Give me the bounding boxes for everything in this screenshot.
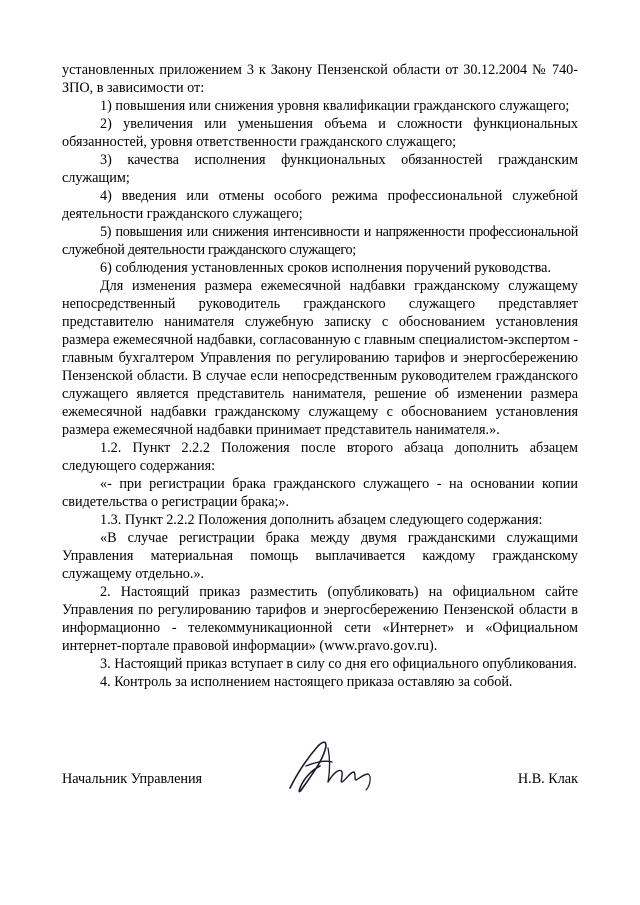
document-body	[62, 61, 578, 691]
list-item-3: 3) качества исполнения функциональных обязанностей гражданским служащим;	[62, 152, 578, 186]
paragraph-intro: установленных приложением 3 к Закону Пензенской области от 30.12.2004 № 740-ЗПО, в зависимости от:	[62, 62, 578, 96]
paragraph-change-procedure: Для изменения размера ежемесячной надбавки гражданскому служащему непосредственный руководитель гражданского служащего представляет представителю нанимателя служебную записку с обоснованием установления размера ежемесячной надбавки, согласованную с главным специалистом-экспертом - главным бухгалтером Управления по регулированию тарифов и энергосбережению Пензенской области. В случае если непосредственным руководителем гражданского служащего является представитель нанимателя, решение об изменении размера ежемесячной надбавки гражданскому служащему с обоснованием установления размера ежемесячной надбавки принимает представитель нанимателя.».	[62, 278, 578, 438]
handwritten-signature-icon	[270, 736, 390, 800]
paragraph-1-2: 1.2. Пункт 2.2.2 Положения после второго абзаца дополнить абзацем следующего содержания:	[62, 440, 578, 474]
list-item-2: 2) увеличения или уменьшения объема и сложности функциональных обязанностей, уровня ответственности гражданского служащего;	[62, 116, 578, 150]
signatory-position: Начальник Управления	[62, 771, 203, 787]
list-item-4: 4) введения или отмены особого режима профессиональной служебной деятельности гражданского служащего;	[62, 188, 578, 222]
list-item-6: 6) соблюдения установленных сроков исполнения поручений руководства.	[100, 260, 552, 276]
paragraph-1-3: 1.3. Пункт 2.2.2 Положения дополнить абзацем следующего содержания:	[100, 512, 543, 528]
paragraph-2: 2. Настоящий приказ разместить (опубликовать) на официальном сайте Управления по регулированию тарифов и энергосбережению Пензенской области в информационно - телекоммуникационной сети «Интернет» и «Официальном интернет-портале правовой информации» (www.pravo.gov.ru).	[62, 584, 578, 654]
list-item-1: 1) повышения или снижения уровня квалификации гражданского служащего;	[100, 98, 570, 114]
paragraph-3: 3. Настоящий приказ вступает в силу со дня его официального опубликования.	[100, 656, 577, 672]
paragraph-4: 4. Контроль за исполнением настоящего приказа оставляю за собой.	[100, 674, 513, 690]
signatory-name: Н.В. Клак	[517, 771, 578, 787]
paragraph-1-3-quote: «В случае регистрации брака между двумя гражданскими служащими Управления материальная помощь выплачивается каждому гражданскому служащему отдельно.».	[62, 530, 578, 582]
signature-block	[62, 758, 578, 818]
list-item-5: 5) повышения или снижения интенсивности и напряженности профессиональной служебной деятельности гражданского служащего;	[62, 224, 578, 258]
paragraph-1-2-quote: «- при регистрации брака гражданского служащего - на основании копии свидетельства о регистрации брака;».	[62, 476, 578, 510]
